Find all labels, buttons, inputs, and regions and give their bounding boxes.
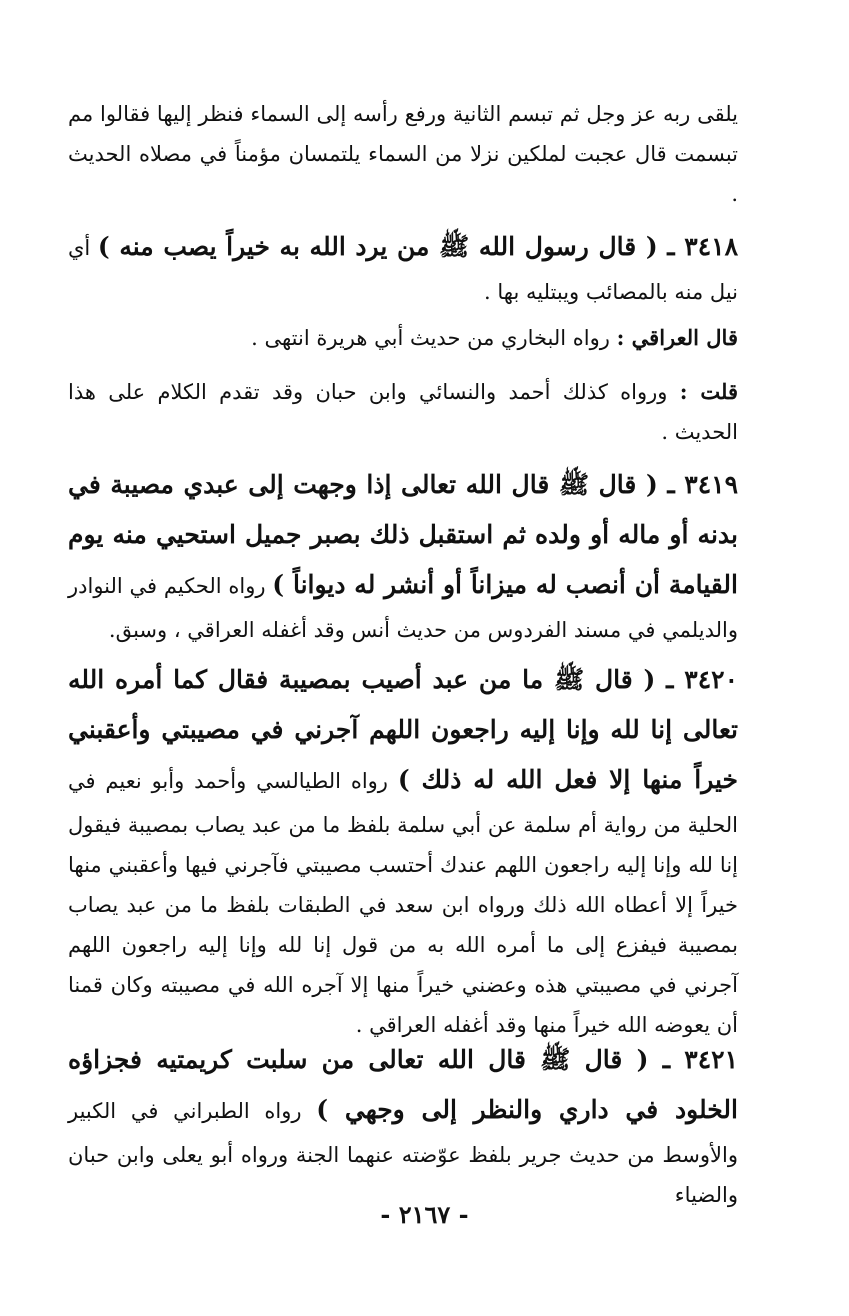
page-number: - ٢١٦٧ - [380, 1200, 469, 1229]
qultu-note [68, 372, 738, 452]
hadith-number: ٣٤٢٠ [684, 665, 739, 694]
hadith-quote: ( قال ﷺ قال الله تعالى من سلبت كريمتيه فجزاؤه الخلود في داري والنظر إلى وجهي ) [68, 1045, 738, 1124]
hadith-3421 [68, 1035, 738, 1215]
hadith-number: ٣٤٢١ [684, 1045, 739, 1074]
hadith-number: ٣٤١٨ [684, 232, 738, 261]
paragraph-text: يلقى ربه عز وجل ثم تبسم الثانية ورفع رأسه إلى السماء فنظر إليها فقالوا مم تبسمت قال عجبت لملكين نزلا من السماء يلتمسان مؤمناً في مصلاه الحديث . [68, 102, 738, 206]
hadith-dash: ـ [648, 1045, 685, 1074]
hadith-quote: ( قال رسول الله ﷺ من يرد الله به خيراً يصب منه ) [97, 232, 658, 261]
hadith-3420 [68, 655, 738, 1045]
paragraph-continuation [68, 94, 738, 214]
iraqi-label: قال العراقي : [616, 325, 738, 350]
hadith-quote: ( قال ﷺ قال الله تعالى إذا وجهت إلى عبدي مصيبة في بدنه أو ماله أو ولده ثم استقبل ذلك بصبر جميل استحيي منه يوم القيامة أن أنصب له ميزاناً أو أنشر له ديواناً ) [68, 470, 738, 599]
hadith-source-text: رواه الحكيم في النوادر والديلمي في مسند الفردوس من حديث أنس وقد أغفله العراقي ، وسبق. [68, 574, 738, 642]
hadith-dash: ـ [657, 232, 685, 261]
hadith-quote: ( قال ﷺ ما من عبد أصيب بمصيبة فقال كما أمره الله تعالى إنا لله وإنا إليه راجعون اللهم آجرني في مصيبتي وأعقبني خيراً منها إلا فعل الله له ذلك ) [68, 665, 738, 794]
iraqi-text: رواه البخاري من حديث أبي هريرة انتهى . [251, 326, 617, 350]
qultu-label: قلت : [679, 379, 738, 404]
hadith-explanation: أي نيل منه بالمصائب ويبتليه بها . [68, 236, 738, 304]
iraqi-note [68, 318, 738, 358]
hadith-number: ٣٤١٩ [684, 470, 739, 499]
hadith-source-text: رواه الطيالسي وأحمد وأبو نعيم في الحلية من رواية أم سلمة عن أبي سلمة بلفظ ما من عبد يصاب بمصيبة فيقول إنا لله وإنا إليه راجعون اللهم عندك أحتسب مصيبتي فآجرني فيها وأعقبني منها خيراً إلا أعطاه الله ذلك ورواه ابن سعد في الطبقات بلفظ ما من عبد يصاب بمصيبة فيفزع إلى ما أمره الله به من قول إنا لله وإنا إليه راجعون اللهم آجرني في مصيبتي هذه وعضني خيراً منها إلا آجره الله في مصيبته وكان قمنا أن يعوضه الله خيراً منها وقد أغفله العراقي . [68, 769, 738, 1037]
hadith-source-text: رواه الطبراني في الكبير والأوسط من حديث جرير بلفظ عوّضته عنهما الجنة ورواه أبو يعلى وابن حبان والضياء [68, 1099, 738, 1207]
hadith-dash: ـ [655, 665, 685, 694]
hadith-3419 [68, 460, 738, 650]
qultu-text: ورواه كذلك أحمد والنسائي وابن حبان وقد تقدم الكلام على هذا الحديث . [68, 380, 738, 444]
hadith-3418 [68, 222, 738, 312]
hadith-dash: ـ [657, 470, 685, 499]
